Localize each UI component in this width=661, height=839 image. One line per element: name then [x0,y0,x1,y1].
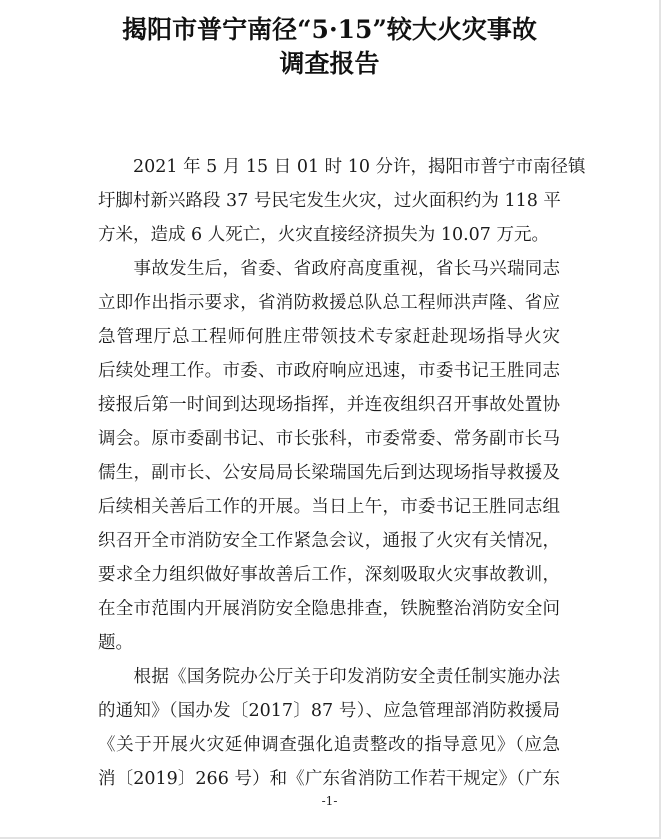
body-line: 的通知》（国办发〔2017〕87 号）、应急管理部消防救援局 [98,701,560,721]
body-line: 在全市范围内开展消防安全隐患排查，铁腕整治消防安全问 [98,599,560,619]
body-line: 消〔2019〕266 号）和《广东省消防工作若干规定》（广东 [98,769,560,789]
body-line: 后续处理工作。市委、市政府响应迅速，市委书记王胜同志 [98,361,560,381]
body-line: 立即作出指示要求，省消防救援总队总工程师洪声隆、省应 [98,293,560,313]
body-line: 《关于开展火灾延伸调查强化追责整改的指导意见》（应急 [98,735,560,755]
report-title-line-2: 调查报告 [279,49,380,78]
body-line: 调会。原市委副书记、市长张科，市委常委、常务副市长马 [98,429,560,449]
body-line: 事故发生后，省委、省政府高度重视，省长马兴瑞同志 [98,259,560,279]
body-line: 后续相关善后工作的开展。当日上午，市委书记王胜同志组 [98,497,560,517]
body-line: 题。 [98,633,133,653]
report-title-line-1: 揭阳市普宁南径“5·15”较大火灾事故 [122,15,537,44]
body-line: 要求全力组织做好事故善后工作，深刻吸取火灾事故教训， [98,565,560,585]
body-line: 织召开全市消防安全工作紧急会议，通报了火灾有关情况， [98,531,560,551]
body-line: 2021 年 5 月 15 日 01 时 10 分许，揭阳市普宁市南径镇 [98,157,586,177]
body-line: 接报后第一时间到达现场指挥，并连夜组织召开事故处置协 [98,395,560,415]
body-line: 急管理厅总工程师何胜庄带领技术专家赶赴现场指导火灾 [98,327,560,347]
body-line: 根据《国务院办公厅关于印发消防安全责任制实施办法 [98,667,560,687]
page-number: -1- [321,794,338,808]
body-line: 儒生，副市长、公安局局长梁瑞国先后到达现场指导救援及 [98,463,560,483]
body-line: 方米，造成 6 人死亡，火灾直接经济损失为 10.07 万元。 [98,225,549,245]
body-line: 圩脚村新兴路段 37 号民宅发生火灾，过火面积约为 118 平 [98,191,561,211]
